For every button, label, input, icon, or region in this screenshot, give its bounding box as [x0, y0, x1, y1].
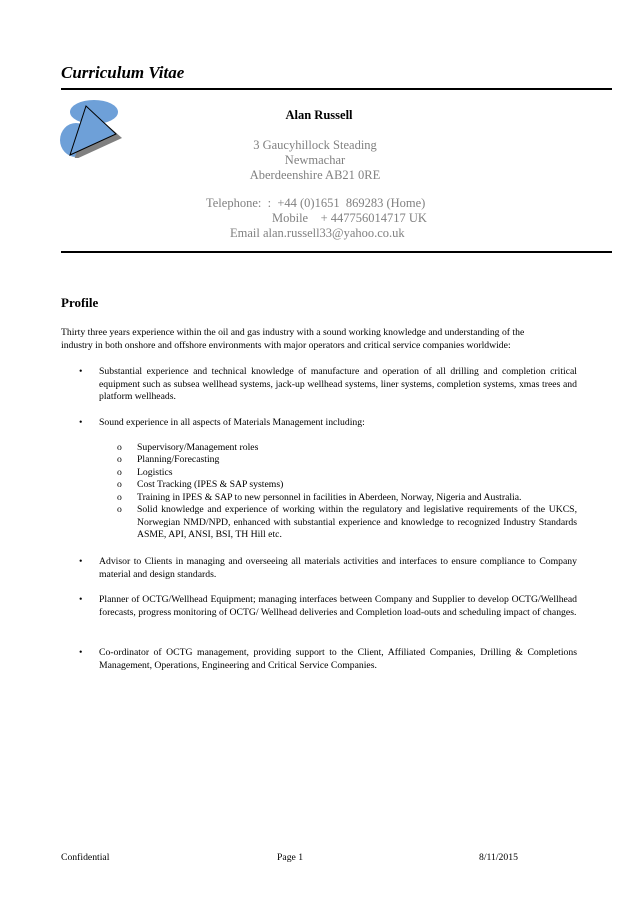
sub-item-6: Solid knowledge and experience of working within the regulatory and legislative requirements of the UKCS, Norwegian NMD/NPD, enhanced with substantial experience and knowledge to recognized Industry Standards ASME, API, ANSI, BSI, TH Hill etc. — [137, 504, 577, 540]
telephone-line: Telephone: : +44 (0)1651 869283 (Home) — [206, 196, 426, 210]
bullet-marker: • — [79, 556, 83, 567]
address-line-3: Aberdeenshire AB21 0RE — [249, 168, 381, 182]
bullet-marker: • — [79, 594, 83, 605]
bullet-item-3: Advisor to Clients in managing and overseeing all materials activities and interfaces to ensure compliance to Company material and design standards. — [99, 556, 577, 580]
candidate-name: Alan Russell — [285, 108, 353, 122]
bullet-marker: • — [79, 417, 83, 428]
footer-date: 8/11/2015 — [479, 852, 518, 863]
bullet-item-2: Sound experience in all aspects of Materials Management including: — [99, 417, 365, 428]
sub-item-3: Logistics — [137, 466, 173, 478]
document-title: Curriculum Vitae — [61, 63, 185, 82]
top-divider — [61, 88, 612, 90]
bullet-marker: • — [79, 647, 83, 658]
sub-marker: o — [117, 504, 122, 515]
bullet-item-1: Substantial experience and technical knowledge of manufacture and operation of all drilling and completion critical equipment such as subsea wellhead systems, jack-up wellhead systems, liner systems, completion systems, xmas trees and platform wellheads. — [99, 366, 577, 402]
sub-item-5: Training in IPES & SAP to new personnel in facilities in Aberdeen, Norway, Nigeria and Australia. — [137, 491, 522, 503]
profile-heading: Profile — [61, 295, 99, 310]
footer-confidential: Confidential — [61, 852, 110, 863]
sub-item-4: Cost Tracking (IPES & SAP systems) — [137, 479, 284, 490]
mobile-line: Mobile + 447756014717 UK — [272, 211, 427, 225]
profile-summary-line-1: Thirty three years experience within the oil and gas industry with a sound working knowledge and understanding of the — [61, 327, 525, 338]
profile-summary-line-2: industry in both onshore and offshore environments with major operators and critical service companies worldwide: — [61, 339, 511, 351]
sub-marker: o — [117, 454, 122, 465]
sub-marker: o — [117, 466, 122, 478]
address-line-1: 3 Gaucyhillock Steading — [253, 138, 377, 152]
bullet-item-4: Planner of OCTG/Wellhead Equipment; managing interfaces between Company and Supplier to develop OCTG/Wellhead forecasts, progress monitoring of OCTG/ Wellhead deliveries and Completion load-outs and scheduling impact of changes. — [99, 594, 577, 618]
footer-page-number: Page 1 — [277, 852, 304, 863]
sub-marker: o — [117, 479, 122, 490]
sub-item-2: Planning/Forecasting — [137, 454, 220, 465]
sub-marker: o — [117, 491, 122, 503]
bullet-marker: • — [79, 366, 83, 377]
email-line: Email alan.russell33@yahoo.co.uk — [230, 226, 405, 240]
bullet-item-5: Co-ordinator of OCTG management, providing support to the Client, Affiliated Companies, Drilling & Completions Management, Operations, Engineering and Critical Service Companies. — [99, 647, 577, 671]
sub-marker: o — [117, 441, 122, 453]
header-divider — [61, 251, 612, 253]
address-line-2: Newmachar — [284, 153, 346, 167]
sub-item-1: Supervisory/Management roles — [137, 441, 259, 453]
